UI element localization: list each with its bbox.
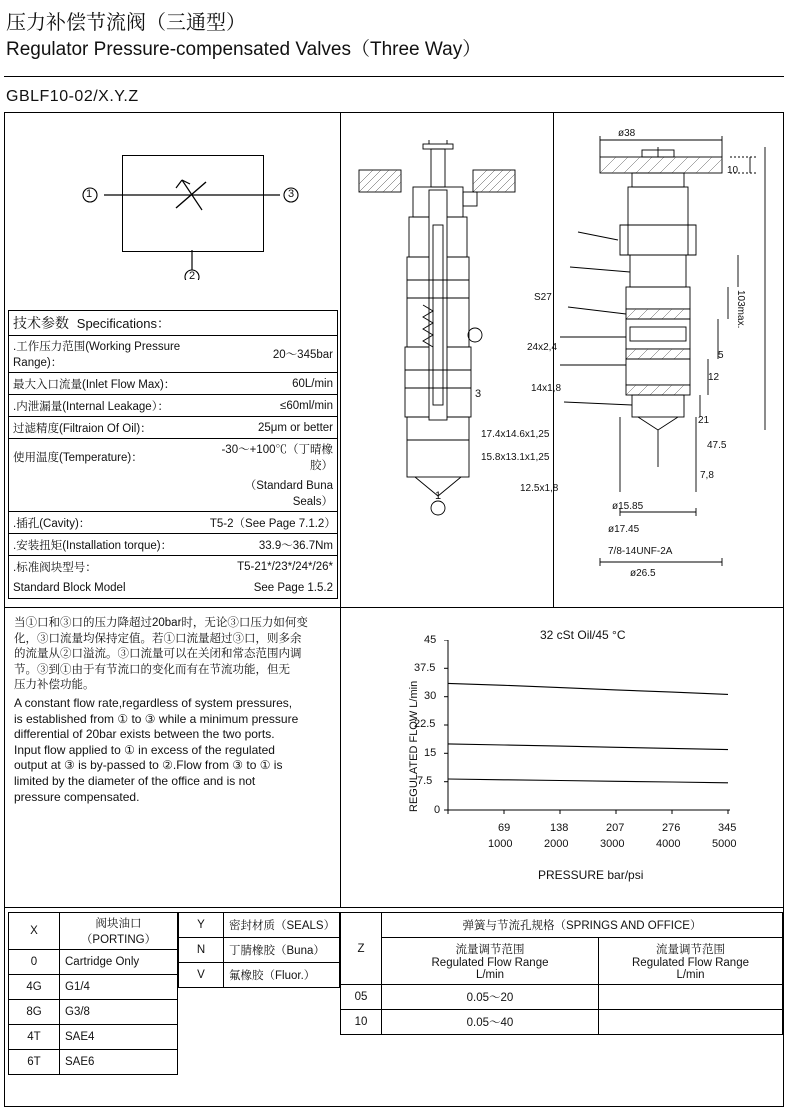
- dim-top-dia: ø38: [618, 128, 636, 139]
- seals-desc: 氟橡胶（Fluor.）: [224, 963, 340, 988]
- page-title-en: Regulator Pressure-compensated Valves（Three Way）: [6, 39, 482, 60]
- z-col1-header: [382, 938, 599, 985]
- z-col1-unit: L/min: [475, 969, 505, 981]
- spec-label: .内泄漏量(Internal Leakage）：: [9, 395, 206, 417]
- dim-seal-4: 15.8x13.1x1,25: [481, 452, 550, 463]
- table-row: [9, 417, 338, 439]
- desc-cn-line: 化，③口流量均保持定值。若①口流量超过③口，则多余: [14, 632, 302, 645]
- symbol-port-1-label: 1: [86, 188, 93, 200]
- desc-en-line: limited by the diameter of the office and is not: [14, 773, 256, 788]
- frame-right: [783, 112, 784, 1107]
- table-header-row: [341, 913, 783, 938]
- table-row: [179, 963, 340, 988]
- porting-desc: G1/4: [60, 975, 178, 1000]
- spec-heading-en: Specifications：: [76, 316, 170, 331]
- table-row: [341, 1010, 783, 1035]
- chart-ytick: 15: [424, 747, 437, 759]
- chart-ytick: 22.5: [414, 718, 436, 730]
- spec-label: Standard Block Model: [13, 581, 126, 594]
- dim-r2: 12: [708, 372, 720, 383]
- table-row: [9, 1025, 178, 1050]
- chart-xtick-bar: 69: [498, 822, 511, 834]
- chart-xtick-bar: 345: [718, 822, 737, 834]
- section-port-1-label: 1: [435, 490, 442, 502]
- table-header-row: [9, 913, 178, 950]
- porting-code: 0: [9, 950, 60, 975]
- spec-value: T5-2（See Page 7.1.2）: [206, 512, 338, 534]
- table-row: [179, 988, 340, 1013]
- spec-label: .标准阀块型号：: [13, 561, 97, 574]
- spec-label: 使用温度(Temperature)：: [13, 452, 143, 464]
- chart-ytick: 7.5: [417, 775, 433, 787]
- z-header: 弹簧与节流孔规格（SPRINGS AND OFFICE）: [382, 913, 783, 938]
- spec-heading: [9, 311, 338, 336]
- chart-xtick-bar: 138: [550, 822, 569, 834]
- dim-hex: S27: [534, 292, 552, 303]
- symbol-port-3-label: 3: [288, 188, 295, 200]
- dim-top-height: 10: [727, 165, 739, 176]
- table-row: [9, 336, 338, 373]
- dim-overall-height: 103max.: [735, 290, 746, 329]
- desc-en-line: A constant flow rate,regardless of system pressures,: [14, 695, 293, 710]
- porting-code: 6T: [9, 1050, 60, 1075]
- seals-code: N: [179, 938, 224, 963]
- spec-label: .工作压力范围(Working Pressure Range)：: [9, 336, 206, 373]
- chart-xtick-bar: 276: [662, 822, 681, 834]
- dim-seal-3: 17.4x14.6x1,25: [481, 429, 550, 440]
- chart-title: 32 cSt Oil/45 °C: [540, 628, 626, 642]
- table-row: [9, 534, 338, 556]
- z-range-2: [599, 1010, 783, 1035]
- porting-desc: Cartridge Only: [60, 950, 178, 975]
- dim-seal-1: 24x2,4: [527, 342, 558, 353]
- page-title-cn: 压力补偿节流阀（三通型）: [6, 12, 246, 34]
- table-row: [9, 1000, 178, 1025]
- dim-thread: 7/8-14UNF-2A: [608, 546, 673, 557]
- chart-ytick: 0: [434, 804, 441, 816]
- valve-dimension-drawing: [560, 122, 782, 600]
- seals-header: 密封材质（SEALS）: [224, 913, 340, 938]
- dim-bore-2: ø17.45: [608, 524, 640, 535]
- table-row: [9, 577, 338, 599]
- chart-ytick: 30: [424, 690, 437, 702]
- model-code: GBLF10-02/X.Y.Z: [6, 88, 139, 105]
- spec-label: .插孔(Cavity)：: [9, 512, 206, 534]
- chart-ytick: 45: [424, 634, 437, 646]
- spec-value: 25μm or better: [206, 417, 338, 439]
- porting-table: [8, 912, 178, 1075]
- desc-en-line: Input flow applied to ① in excess of the regulated: [14, 742, 275, 757]
- z-col1-cn: 流量调节范围: [455, 944, 525, 956]
- z-code-header: Z: [341, 913, 382, 985]
- spec-label: .安装扭矩(Installation torque)：: [9, 534, 206, 556]
- spec-value: 20～345bar: [206, 336, 338, 373]
- spec-value: （Standard Buna Seals）: [206, 475, 338, 512]
- porting-desc: G3/8: [60, 1000, 178, 1025]
- z-col1-en: Regulated Flow Range: [431, 957, 549, 969]
- chart-xtick-psi: 5000: [712, 838, 737, 850]
- seals-desc: 丁腈橡胶（Buna）: [224, 938, 340, 963]
- spec-heading-cn: 技术参数: [13, 315, 69, 331]
- table-row: [341, 985, 783, 1010]
- description-block: [8, 612, 338, 902]
- desc-en-line: pressure compensated.: [14, 789, 140, 804]
- dim-r4: 47.5: [707, 440, 727, 451]
- porting-desc: SAE6: [60, 1050, 178, 1075]
- table-row: [9, 1050, 178, 1075]
- dim-seal-5: 12.5x1,8: [520, 483, 559, 494]
- table-header-row-2: [341, 938, 783, 985]
- spec-label: 过滤精度(Filtraion Of Oil)：: [9, 417, 206, 439]
- divider-top: [4, 76, 784, 77]
- table-row: [179, 1036, 340, 1060]
- frame-bottom: [4, 1106, 784, 1107]
- spec-value: 33.9～36.7Nm: [206, 534, 338, 556]
- dim-r3: 21: [698, 415, 710, 426]
- seals-code: V: [179, 963, 224, 988]
- dim-r5: 7,8: [700, 470, 714, 481]
- desc-en-line: is established from ① to ③ while a minimum pressure: [14, 711, 299, 726]
- spec-label: [9, 475, 206, 512]
- chart-xtick-psi: 3000: [600, 838, 625, 850]
- chart-xtick-bar: 207: [606, 822, 625, 834]
- z-range-2: [599, 985, 783, 1010]
- table-row: [9, 475, 338, 512]
- divider-model: [4, 112, 784, 113]
- specifications-table: [8, 310, 338, 599]
- frame-col1: [340, 112, 341, 907]
- frame-left: [4, 112, 5, 1107]
- z-range: 0.05～20: [382, 985, 599, 1010]
- desc-en-line: differential of 20bar exists between the two ports.: [14, 727, 275, 742]
- desc-cn-line: 节。③到①由于有节流口的变化而有在节流功能，但无: [14, 663, 290, 676]
- porting-code: 8G: [9, 1000, 60, 1025]
- desc-cn-line: 的流量从②口溢流。③口流量可以在关闭和常态范围内调: [14, 648, 302, 661]
- table-row: [9, 950, 178, 975]
- table-row: [9, 975, 178, 1000]
- spec-value: See Page 1.5.2: [253, 581, 333, 594]
- z-col2-cn: 流量调节范围: [656, 944, 725, 956]
- dim-bore-3: ø26.5: [630, 568, 656, 579]
- spec-value: -30～+100℃（丁晴橡胶）: [221, 444, 333, 472]
- z-col2-header: [599, 938, 783, 985]
- table-row: [9, 395, 338, 417]
- porting-code-header: X: [9, 913, 60, 950]
- table-row: [179, 1012, 340, 1036]
- spec-value: 60L/min: [206, 373, 338, 395]
- table-header-row: [179, 913, 340, 938]
- table-row: [9, 373, 338, 395]
- spec-value: ≤60ml/min: [206, 395, 338, 417]
- valve-section-drawing: [355, 130, 545, 600]
- spec-label: 最大入口流量(Inlet Flow Max)：: [9, 373, 206, 395]
- chart-y-axis-label: REGULATED FLOW L/min: [408, 680, 420, 812]
- seals-code-header: Y: [179, 913, 224, 938]
- dim-bore-1: ø15.85: [612, 501, 644, 512]
- seals-table: [178, 912, 340, 1060]
- z-code: 05: [341, 985, 382, 1010]
- chart-xtick-psi: 4000: [656, 838, 681, 850]
- chart-xtick-psi: 2000: [544, 838, 569, 850]
- porting-header: 阀块油口（PORTING）: [60, 913, 178, 950]
- dim-seal-2: 14x1,8: [531, 383, 562, 394]
- performance-chart: [430, 640, 750, 840]
- hydraulic-symbol: [70, 140, 300, 280]
- z-col2-en: Regulated Flow Range: [632, 957, 749, 969]
- frame-row-bottom: [4, 907, 784, 908]
- section-port-3-label: 3: [475, 388, 482, 400]
- chart-x-axis-label: PRESSURE bar/psi: [538, 868, 644, 882]
- table-row: [9, 512, 338, 534]
- desc-cn-line: 当①口和③口的压力降超过20bar时，无论③口压力如何变: [14, 617, 308, 629]
- z-range: 0.05～40: [382, 1010, 599, 1035]
- porting-code: 4G: [9, 975, 60, 1000]
- z-code: 10: [341, 1010, 382, 1035]
- desc-cn-line: 压力补偿功能。: [14, 679, 95, 692]
- symbol-port-2-label: 2: [189, 270, 196, 282]
- spec-value: T5-21*/23*/24*/26*: [237, 560, 333, 573]
- table-row: [9, 439, 338, 476]
- chart-xtick-psi: 1000: [488, 838, 513, 850]
- chart-ytick: 37.5: [414, 662, 436, 674]
- table-row: [179, 938, 340, 963]
- table-row: [9, 556, 338, 578]
- porting-code: 4T: [9, 1025, 60, 1050]
- dim-r1: 5: [718, 350, 724, 361]
- porting-desc: SAE4: [60, 1025, 178, 1050]
- desc-en-line: output at ③ is by-passed to ②.Flow from ③ to ① is: [14, 758, 283, 773]
- frame-col2: [553, 112, 554, 607]
- z-col2-unit: L/min: [676, 969, 705, 981]
- frame-row-mid: [4, 607, 784, 608]
- springs-office-table: [340, 912, 783, 1035]
